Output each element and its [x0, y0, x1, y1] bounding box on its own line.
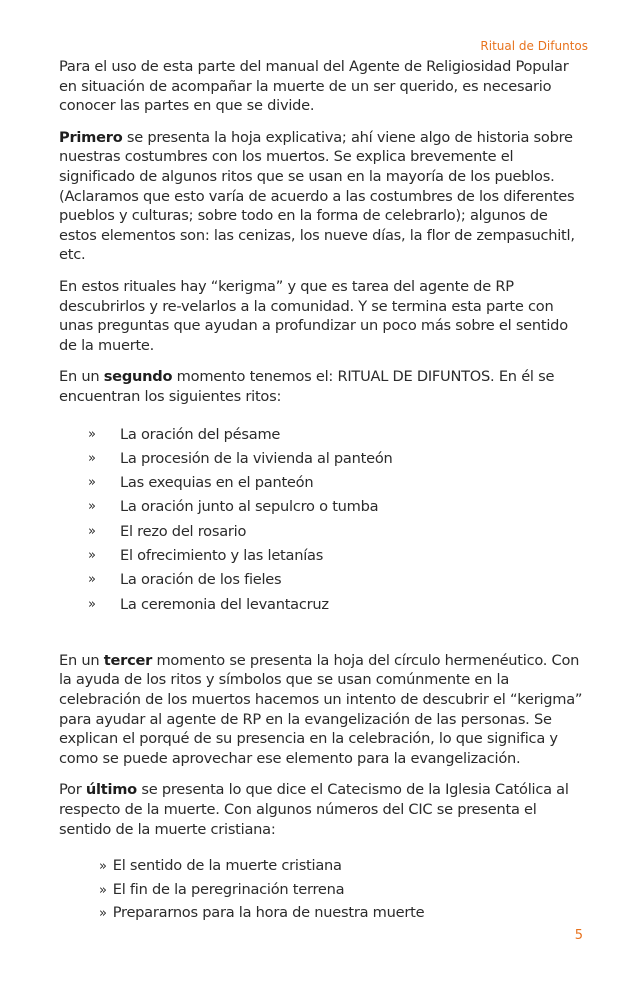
rite-label: La oración junto al sepulcro o tumba [120, 498, 379, 516]
bullet-marker: » [99, 859, 107, 875]
list-item [59, 447, 589, 471]
third-part-paragraph [59, 651, 589, 769]
last-part-paragraph [59, 780, 589, 839]
bullet-marker: » [88, 499, 96, 515]
list-item [59, 901, 589, 924]
list-item [59, 854, 589, 877]
intro-paragraph: Para el uso de esta parte del manual del Agente de Religiosidad Popular en situación de acompañar la muerte de un ser querido, es necesario conocer las partes en que se divide. [59, 58, 569, 115]
page-number: 5 [574, 928, 583, 943]
rite-label: El ofrecimiento y las letanías [120, 546, 324, 564]
running-header: Ritual de Difuntos [480, 39, 588, 53]
list-item [59, 423, 589, 447]
list-item [59, 544, 589, 568]
rite-label: La ceremonia del levantacruz [120, 595, 329, 613]
cic-item-label: Prepararnos para la hora de nuestra muerte [112, 903, 425, 921]
cic-item-label: El fin de la peregrinación terrena [112, 880, 345, 898]
first-part-paragraph [59, 128, 589, 265]
list-item [59, 520, 589, 544]
kerigma-paragraph: En estos rituales hay “kerigma” y que es tarea del agente de RP descubrirlos y re-velarlos a la comunidad. Y se termina esta parte con unas preguntas que ayudan a profundizar un poco más sobre el sentido de la muerte. [59, 277, 568, 354]
bullet-marker: » [88, 426, 96, 442]
page-body [59, 57, 589, 924]
bullet-marker: » [88, 475, 96, 491]
cic-item-label: El sentido de la muerte cristiana [112, 857, 342, 875]
rite-label: La oración de los fieles [120, 571, 282, 589]
second-keyword: segundo [103, 368, 173, 386]
bullet-marker: » [88, 523, 96, 539]
bullet-marker: » [88, 572, 96, 588]
last-keyword: último [85, 781, 137, 799]
first-part-text: se presenta la hoja explicativa; ahí viene algo de historia sobre nuestras costumbres con los muertos. Se explica brevemente el significado de algunos ritos que se usan en la mayoría de los pueblos. (Aclaramos que esto varía de acuerdo a las costumbres de los diferentes pueblos y culturas; sobre todo en la forma de celebrarlo); algunos de estos elementos son: las cenizas, los nueve días, la flor de zempasuchitl, etc. [59, 128, 575, 264]
list-item [59, 471, 589, 495]
third-part-text: momento se presenta la hoja del círculo hermenéutico. Con la ayuda de los ritos y símbolos que se usan comúnmente en la celebración de los muertos hacemos un intento de descubrir el “kerigma” para ayudar al agente de RP en la evangelización de las personas. Se explican el porqué de su presencia en la celebración, lo que significa y como se puede aprovechar ese elemento para la evangelización. [59, 651, 583, 767]
rite-label: El rezo del rosario [120, 522, 247, 540]
last-part-prefix: Por [59, 781, 86, 799]
second-part-text: momento tenemos el: RITUAL DE DIFUNTOS. En él se encuentran los siguientes ritos: [59, 368, 555, 405]
cic-list [59, 854, 589, 924]
second-part-paragraph [59, 367, 589, 406]
rites-list [59, 423, 589, 617]
bullet-marker: » [99, 882, 107, 898]
third-part-prefix: En un [59, 651, 104, 669]
list-item [59, 878, 589, 901]
bullet-marker: » [88, 450, 96, 466]
first-keyword: Primero [59, 128, 123, 146]
rite-label: La procesión de la vivienda al panteón [120, 449, 393, 467]
bullet-marker: » [88, 547, 96, 563]
rite-label: La oración del pésame [120, 425, 281, 443]
rite-label: Las exequias en el panteón [120, 474, 314, 492]
list-item [59, 593, 589, 617]
second-part-prefix: En un [59, 368, 104, 386]
bullet-marker: » [99, 905, 107, 921]
third-keyword: tercer [103, 651, 153, 669]
bullet-marker: » [88, 596, 96, 612]
last-part-text: se presenta lo que dice el Catecismo de la Iglesia Católica al respecto de la muerte. Con algunos números del CIC se presenta el sentido de la muerte cristiana: [59, 781, 569, 838]
list-item [59, 568, 589, 592]
list-item [59, 495, 589, 519]
